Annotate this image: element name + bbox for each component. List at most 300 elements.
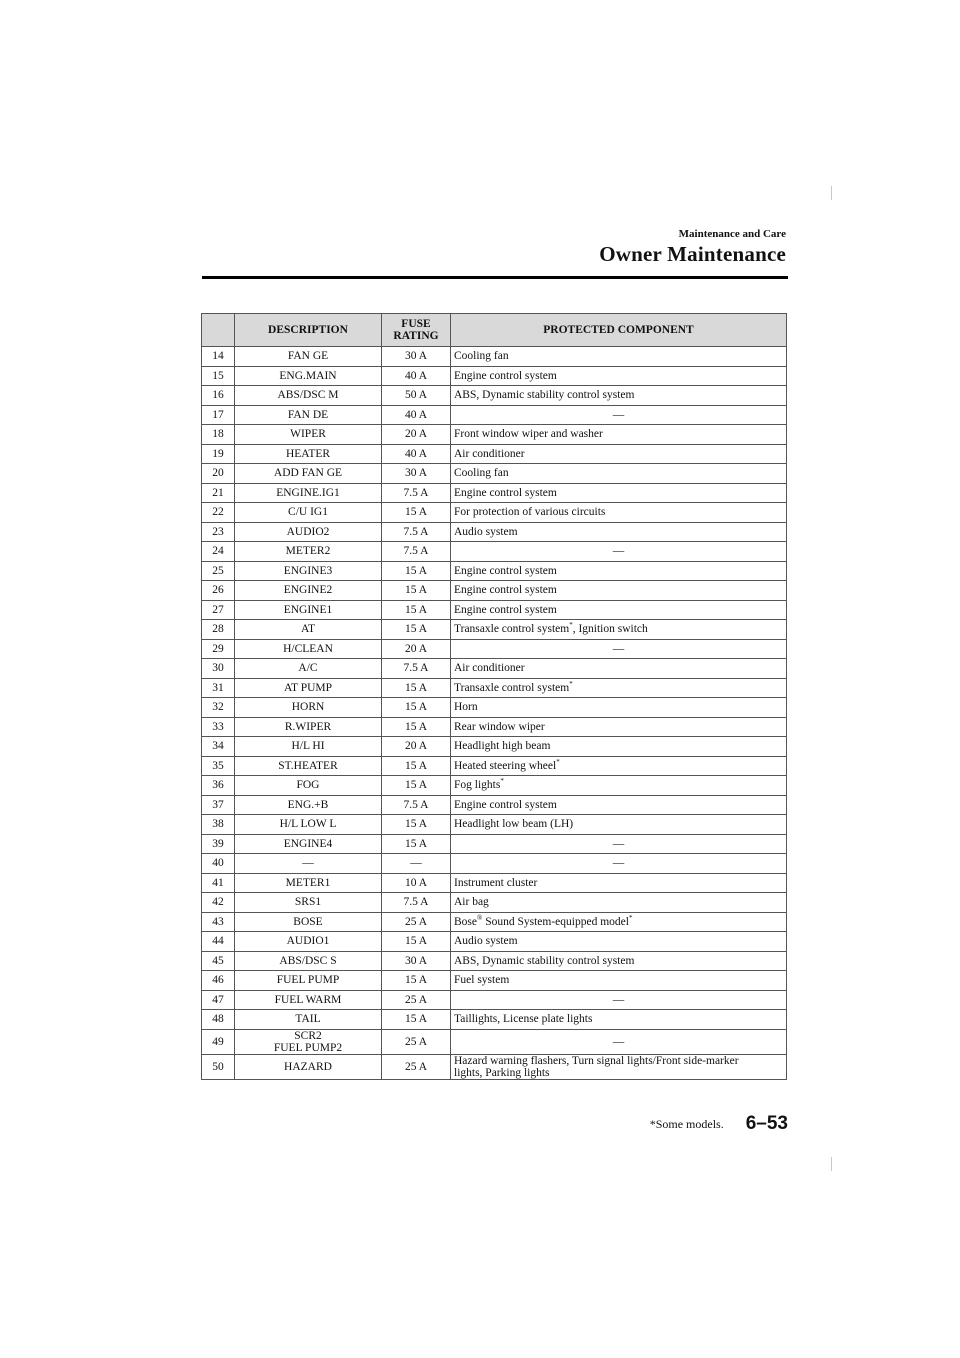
protected-component — [451, 347, 787, 367]
table-row — [202, 542, 787, 562]
protected-component-text: ABS, Dynamic stability control system — [454, 389, 635, 402]
fuse-number-text: 17 — [212, 408, 224, 421]
protected-component — [451, 698, 787, 718]
fuse-rating — [382, 737, 451, 757]
footnote-marker: * — [556, 757, 560, 766]
fuse-rating — [382, 1010, 451, 1030]
fuse-number-text: 14 — [212, 350, 224, 363]
protected-component — [451, 659, 787, 679]
table-row — [202, 1010, 787, 1030]
fuse-description — [235, 678, 382, 698]
protected-component-text: Headlight high beam — [454, 740, 551, 753]
protected-component-text: Air conditioner — [454, 662, 525, 675]
fuse-rating-text: 40 A — [404, 447, 428, 460]
protected-component-text: Engine control system — [454, 486, 557, 499]
fuse-description — [235, 815, 382, 835]
footnote-marker: * — [569, 679, 573, 688]
fuse-description-text: H/L LOW L — [279, 818, 337, 831]
fuse-number-text: 25 — [212, 564, 224, 577]
fuse-rating-text: 15 A — [404, 720, 428, 733]
fuse-description-text: ABS/DSC M — [277, 389, 339, 402]
fuse-number — [202, 620, 235, 640]
fuse-rating — [382, 581, 451, 601]
fuse-rating-text: 20 A — [404, 428, 428, 441]
protected-component — [451, 522, 787, 542]
fuse-description — [235, 483, 382, 503]
protected-component-text: , Ignition switch — [572, 623, 648, 636]
protected-component — [451, 425, 787, 445]
fuse-number — [202, 1010, 235, 1030]
fuse-description — [235, 561, 382, 581]
table-row — [202, 464, 787, 484]
fuse-description — [235, 405, 382, 425]
fuse-rating-text: 20 A — [404, 642, 428, 655]
protected-component-text: Instrument cluster — [454, 876, 538, 889]
footnote-marker: * — [569, 621, 573, 630]
fuse-rating-text: 7.5 A — [403, 662, 429, 675]
fuse-number-text: 41 — [212, 876, 224, 889]
fuse-number-text: 44 — [212, 935, 224, 948]
fuse-rating — [382, 464, 451, 484]
fuse-rating — [382, 620, 451, 640]
fuse-description-text: WIPER — [290, 428, 326, 441]
fuse-rating-text: 7.5 A — [403, 798, 429, 811]
fuse-description-text: ADD FAN GE — [273, 467, 343, 480]
fuse-rating — [382, 1029, 451, 1054]
fuse-rating-text: 15 A — [404, 584, 428, 597]
fuse-number — [202, 600, 235, 620]
protected-component-text: Fuel system — [454, 974, 510, 987]
footnote-marker: * — [500, 777, 504, 786]
fuse-rating-text: 10 A — [404, 876, 428, 889]
fuse-rating — [382, 678, 451, 698]
fuse-description-text: R.WIPER — [284, 720, 332, 733]
fuse-number-text: 27 — [212, 603, 224, 616]
fuse-rating-text: 7.5 A — [403, 525, 429, 538]
fuse-description-text: HAZARD — [284, 1060, 332, 1073]
fuse-table-body — [202, 347, 787, 1080]
protected-component — [451, 873, 787, 893]
table-row — [202, 620, 787, 640]
fuse-description — [235, 347, 382, 367]
fuse-rating-text: — — [410, 857, 422, 870]
protected-component — [451, 386, 787, 406]
table-row — [202, 386, 787, 406]
fuse-number-text: 19 — [212, 447, 224, 460]
fuse-number — [202, 776, 235, 796]
fuse-description-text: — — [302, 857, 314, 870]
protected-component-text: Hazard warning flashers, Turn signal lights/Front side-marker lights, Parking lights — [454, 1054, 739, 1079]
fuse-rating — [382, 659, 451, 679]
fuse-number-text: 42 — [212, 896, 224, 909]
fuse-number-text: 34 — [212, 740, 224, 753]
fuse-number — [202, 737, 235, 757]
protected-component — [451, 503, 787, 523]
fuse-description — [235, 834, 382, 854]
protected-component — [451, 620, 787, 640]
fuse-description-text: BOSE — [293, 915, 323, 928]
protected-component-text: Cooling fan — [454, 350, 509, 363]
fuse-description — [235, 873, 382, 893]
fuse-description — [235, 893, 382, 913]
protected-component-text: Sound System-equipped model — [482, 915, 629, 928]
fuse-rating — [382, 873, 451, 893]
fuse-rating-text: 30 A — [404, 467, 428, 480]
fuse-number-text: 22 — [212, 506, 224, 519]
table-row — [202, 444, 787, 464]
fuse-description-text: A/C — [298, 662, 318, 675]
protected-component-text: — — [612, 1035, 625, 1048]
fuse-number-text: 47 — [212, 993, 224, 1006]
protected-component-text: Horn — [454, 701, 478, 714]
table-row — [202, 971, 787, 991]
fuse-description-text: AUDIO1 — [286, 935, 330, 948]
protected-component — [451, 717, 787, 737]
fuse-number — [202, 893, 235, 913]
fuse-description — [235, 776, 382, 796]
protected-component — [451, 483, 787, 503]
fuse-number-text: 46 — [212, 974, 224, 987]
fuse-rating — [382, 444, 451, 464]
fuse-description-text: AT PUMP — [283, 681, 333, 694]
protected-component — [451, 893, 787, 913]
protected-component — [451, 561, 787, 581]
fuse-number — [202, 873, 235, 893]
fuse-rating — [382, 600, 451, 620]
protected-component — [451, 737, 787, 757]
footnote: *Some models. — [649, 1116, 724, 1131]
fuse-rating — [382, 990, 451, 1010]
fuse-rating-text: 25 A — [404, 993, 428, 1006]
column-header-number — [202, 314, 235, 347]
fuse-description-text: ENGINE2 — [283, 584, 333, 597]
fuse-rating-text: 30 A — [404, 350, 428, 363]
fuse-description-text: METER1 — [285, 876, 331, 889]
fuse-number — [202, 425, 235, 445]
protected-component — [451, 639, 787, 659]
fuse-description — [235, 756, 382, 776]
fuse-description — [235, 737, 382, 757]
fuse-number-text: 21 — [212, 486, 224, 499]
fuse-rating-text: 15 A — [404, 506, 428, 519]
fuse-number — [202, 405, 235, 425]
protected-component-text: Engine control system — [454, 603, 557, 616]
fuse-rating — [382, 483, 451, 503]
table-row — [202, 581, 787, 601]
fuse-number — [202, 1054, 235, 1079]
protected-component — [451, 990, 787, 1010]
column-header-description: DESCRIPTION — [235, 314, 382, 347]
protected-component-text: — — [612, 545, 625, 558]
protected-component — [451, 912, 787, 932]
fuse-rating — [382, 522, 451, 542]
page-number: 6–53 — [745, 1113, 788, 1134]
protected-component-text: Headlight low beam (LH) — [454, 818, 574, 831]
table-row — [202, 776, 787, 796]
protected-component — [451, 405, 787, 425]
fuse-number — [202, 659, 235, 679]
protected-component-text: Fog lights — [454, 779, 501, 792]
fuse-number — [202, 717, 235, 737]
protected-component — [451, 600, 787, 620]
fuse-number — [202, 522, 235, 542]
fuse-rating-text: 7.5 A — [403, 545, 429, 558]
fuse-description-text: FOG — [296, 779, 320, 792]
fuse-description — [235, 854, 382, 874]
table-row — [202, 795, 787, 815]
protected-component-text: Heated steering wheel — [454, 759, 557, 772]
protected-component-text: For protection of various circuits — [454, 506, 606, 519]
table-header-row — [202, 314, 787, 347]
header-rule — [202, 276, 788, 279]
fuse-description-text: ENGINE.IG1 — [276, 486, 340, 499]
protected-component-text: Rear window wiper — [454, 720, 545, 733]
fuse-number-text: 31 — [212, 681, 224, 694]
table-row — [202, 912, 787, 932]
fuse-description-text: ENGINE3 — [283, 564, 333, 577]
fuse-rating — [382, 834, 451, 854]
fuse-rating-text: 15 A — [404, 701, 428, 714]
table-row — [202, 1029, 787, 1054]
protected-component-text: Cooling fan — [454, 467, 509, 480]
fuse-number — [202, 912, 235, 932]
fuse-number-text: 38 — [212, 818, 224, 831]
protected-component-text: Transaxle control system — [454, 681, 570, 694]
protected-component-text: Audio system — [454, 525, 518, 538]
fuse-description-text: SCR2 FUEL PUMP2 — [273, 1029, 343, 1054]
fuse-description-text: AT — [300, 623, 316, 636]
fuse-description-text: SRS1 — [294, 896, 322, 909]
fuse-rating-text: 50 A — [404, 389, 428, 402]
protected-component — [451, 795, 787, 815]
fuse-number — [202, 834, 235, 854]
table-row — [202, 678, 787, 698]
protected-component-text: — — [612, 642, 625, 655]
fuse-number — [202, 483, 235, 503]
fuse-description — [235, 912, 382, 932]
protected-component-text: Bose — [454, 915, 477, 928]
fuse-rating-text: 15 A — [404, 1013, 428, 1026]
protected-component — [451, 1054, 787, 1079]
fuse-rating-text: 7.5 A — [403, 896, 429, 909]
fuse-number — [202, 366, 235, 386]
fuse-rating — [382, 1054, 451, 1079]
table-row — [202, 756, 787, 776]
fuse-description — [235, 600, 382, 620]
fuse-rating-text: 15 A — [404, 974, 428, 987]
fuse-number — [202, 756, 235, 776]
fuse-number-text: 39 — [212, 837, 224, 850]
protected-component-text: ABS, Dynamic stability control system — [454, 954, 635, 967]
fuse-number-text: 18 — [212, 428, 224, 441]
fuse-rating — [382, 386, 451, 406]
fuse-description — [235, 366, 382, 386]
fuse-number-text: 45 — [212, 954, 224, 967]
fuse-number-text: 26 — [212, 584, 224, 597]
fuse-number-text: 40 — [212, 857, 224, 870]
fuse-number-text: 16 — [212, 389, 224, 402]
fuse-description — [235, 1029, 382, 1054]
table-row — [202, 561, 787, 581]
fuse-rating-text: 15 A — [404, 759, 428, 772]
fuse-number — [202, 678, 235, 698]
protected-component — [451, 834, 787, 854]
fuse-number — [202, 639, 235, 659]
fuse-description — [235, 542, 382, 562]
fuse-description-text: FUEL WARM — [274, 993, 342, 1006]
table-row — [202, 698, 787, 718]
protected-component — [451, 464, 787, 484]
fuse-rating-text: 15 A — [404, 818, 428, 831]
protected-component-text: — — [612, 857, 625, 870]
fuse-rating — [382, 717, 451, 737]
protected-component-text: Engine control system — [454, 798, 557, 811]
protected-component — [451, 815, 787, 835]
fuse-rating — [382, 347, 451, 367]
protected-component-text: — — [612, 837, 625, 850]
fuse-rating-text: 30 A — [404, 954, 428, 967]
protected-component — [451, 776, 787, 796]
protected-component-text: — — [612, 993, 625, 1006]
protected-component — [451, 444, 787, 464]
table-row — [202, 639, 787, 659]
fuse-number-text: 28 — [212, 623, 224, 636]
fuse-description-text: ABS/DSC S — [279, 954, 337, 967]
fuse-description-text: FUEL PUMP — [276, 974, 340, 987]
protected-component-text: Taillights, License plate lights — [454, 1013, 593, 1026]
table-row — [202, 951, 787, 971]
table-row — [202, 815, 787, 835]
fuse-rating — [382, 912, 451, 932]
fuse-description-text: ENG.+B — [287, 798, 329, 811]
table-row — [202, 483, 787, 503]
protected-component-text: Engine control system — [454, 584, 557, 597]
table-row — [202, 717, 787, 737]
fuse-number — [202, 1029, 235, 1054]
fuse-rating — [382, 366, 451, 386]
page-footer — [650, 1113, 788, 1135]
fuse-rating-text: 25 A — [404, 915, 428, 928]
fuse-rating-text: 15 A — [404, 935, 428, 948]
table-row — [202, 522, 787, 542]
protected-component-text: Transaxle control system — [454, 623, 570, 636]
registered-mark: ® — [477, 913, 483, 922]
table-row — [202, 834, 787, 854]
column-header-fuse-rating: FUSE RATING — [382, 314, 451, 347]
fuse-description-text: FAN GE — [287, 350, 329, 363]
fuse-number — [202, 444, 235, 464]
fuse-number — [202, 503, 235, 523]
fuse-number-text: 24 — [212, 545, 224, 558]
protected-component-text: Air bag — [454, 896, 489, 909]
fuse-number-text: 50 — [212, 1060, 224, 1073]
fuse-rating — [382, 698, 451, 718]
fuse-description — [235, 990, 382, 1010]
fuse-number — [202, 990, 235, 1010]
fuse-rating-text: 15 A — [404, 603, 428, 616]
fuse-description — [235, 464, 382, 484]
fuse-rating — [382, 893, 451, 913]
fuse-rating-text: 40 A — [404, 369, 428, 382]
fuse-number — [202, 464, 235, 484]
fuse-description — [235, 795, 382, 815]
fuse-number — [202, 698, 235, 718]
fuse-number-text: 43 — [212, 915, 224, 928]
fuse-rating-text: 15 A — [404, 564, 428, 577]
fuse-number — [202, 347, 235, 367]
table-row — [202, 425, 787, 445]
fuse-description — [235, 698, 382, 718]
fuse-rating — [382, 561, 451, 581]
table-row — [202, 503, 787, 523]
fuse-rating — [382, 639, 451, 659]
fuse-rating-text: 25 A — [404, 1035, 428, 1048]
fuse-description — [235, 951, 382, 971]
table-row — [202, 405, 787, 425]
fuse-description-text: TAIL — [295, 1013, 321, 1026]
protected-component — [451, 756, 787, 776]
fuse-description — [235, 1054, 382, 1079]
protected-component-text: Front window wiper and washer — [454, 428, 603, 441]
page-header — [599, 228, 786, 267]
fuse-description — [235, 444, 382, 464]
fuse-description — [235, 386, 382, 406]
fuse-rating — [382, 795, 451, 815]
section-label: Maintenance and Care — [678, 228, 786, 240]
table-row — [202, 1054, 787, 1079]
fuse-rating — [382, 425, 451, 445]
fuse-description — [235, 503, 382, 523]
fuse-description-text: AUDIO2 — [286, 525, 330, 538]
fuse-rating — [382, 932, 451, 952]
protected-component-text: Engine control system — [454, 369, 557, 382]
table-row — [202, 737, 787, 757]
fuse-rating-text: 40 A — [404, 408, 428, 421]
fuse-description — [235, 425, 382, 445]
protected-component — [451, 542, 787, 562]
fuse-number-text: 15 — [212, 369, 224, 382]
fuse-description-text: C/U IG1 — [288, 506, 328, 519]
fuse-description — [235, 1010, 382, 1030]
table-row — [202, 659, 787, 679]
fuse-rating — [382, 971, 451, 991]
protected-component — [451, 1029, 787, 1054]
fuse-rating-text: 25 A — [404, 1060, 428, 1073]
fuse-number-text: 49 — [212, 1035, 224, 1048]
protected-component — [451, 951, 787, 971]
fuse-number-text: 48 — [212, 1013, 224, 1026]
fuse-number-text: 23 — [212, 525, 224, 538]
fuse-number-text: 29 — [212, 642, 224, 655]
fuse-description-text: HEATER — [285, 447, 331, 460]
fuse-number — [202, 932, 235, 952]
fuse-number-text: 33 — [212, 720, 224, 733]
fuse-rating — [382, 815, 451, 835]
fuse-number — [202, 386, 235, 406]
column-header-protected-component: PROTECTED COMPONENT — [451, 314, 787, 347]
fuse-rating-text: 20 A — [404, 740, 428, 753]
fuse-number — [202, 561, 235, 581]
fuse-number — [202, 971, 235, 991]
protected-component-text: — — [612, 408, 625, 421]
protected-component — [451, 366, 787, 386]
fuse-number — [202, 795, 235, 815]
fuse-description-text: H/L HI — [291, 740, 325, 753]
fuse-rating — [382, 542, 451, 562]
fuse-rating — [382, 756, 451, 776]
fuse-table — [201, 313, 787, 1080]
fuse-number — [202, 581, 235, 601]
